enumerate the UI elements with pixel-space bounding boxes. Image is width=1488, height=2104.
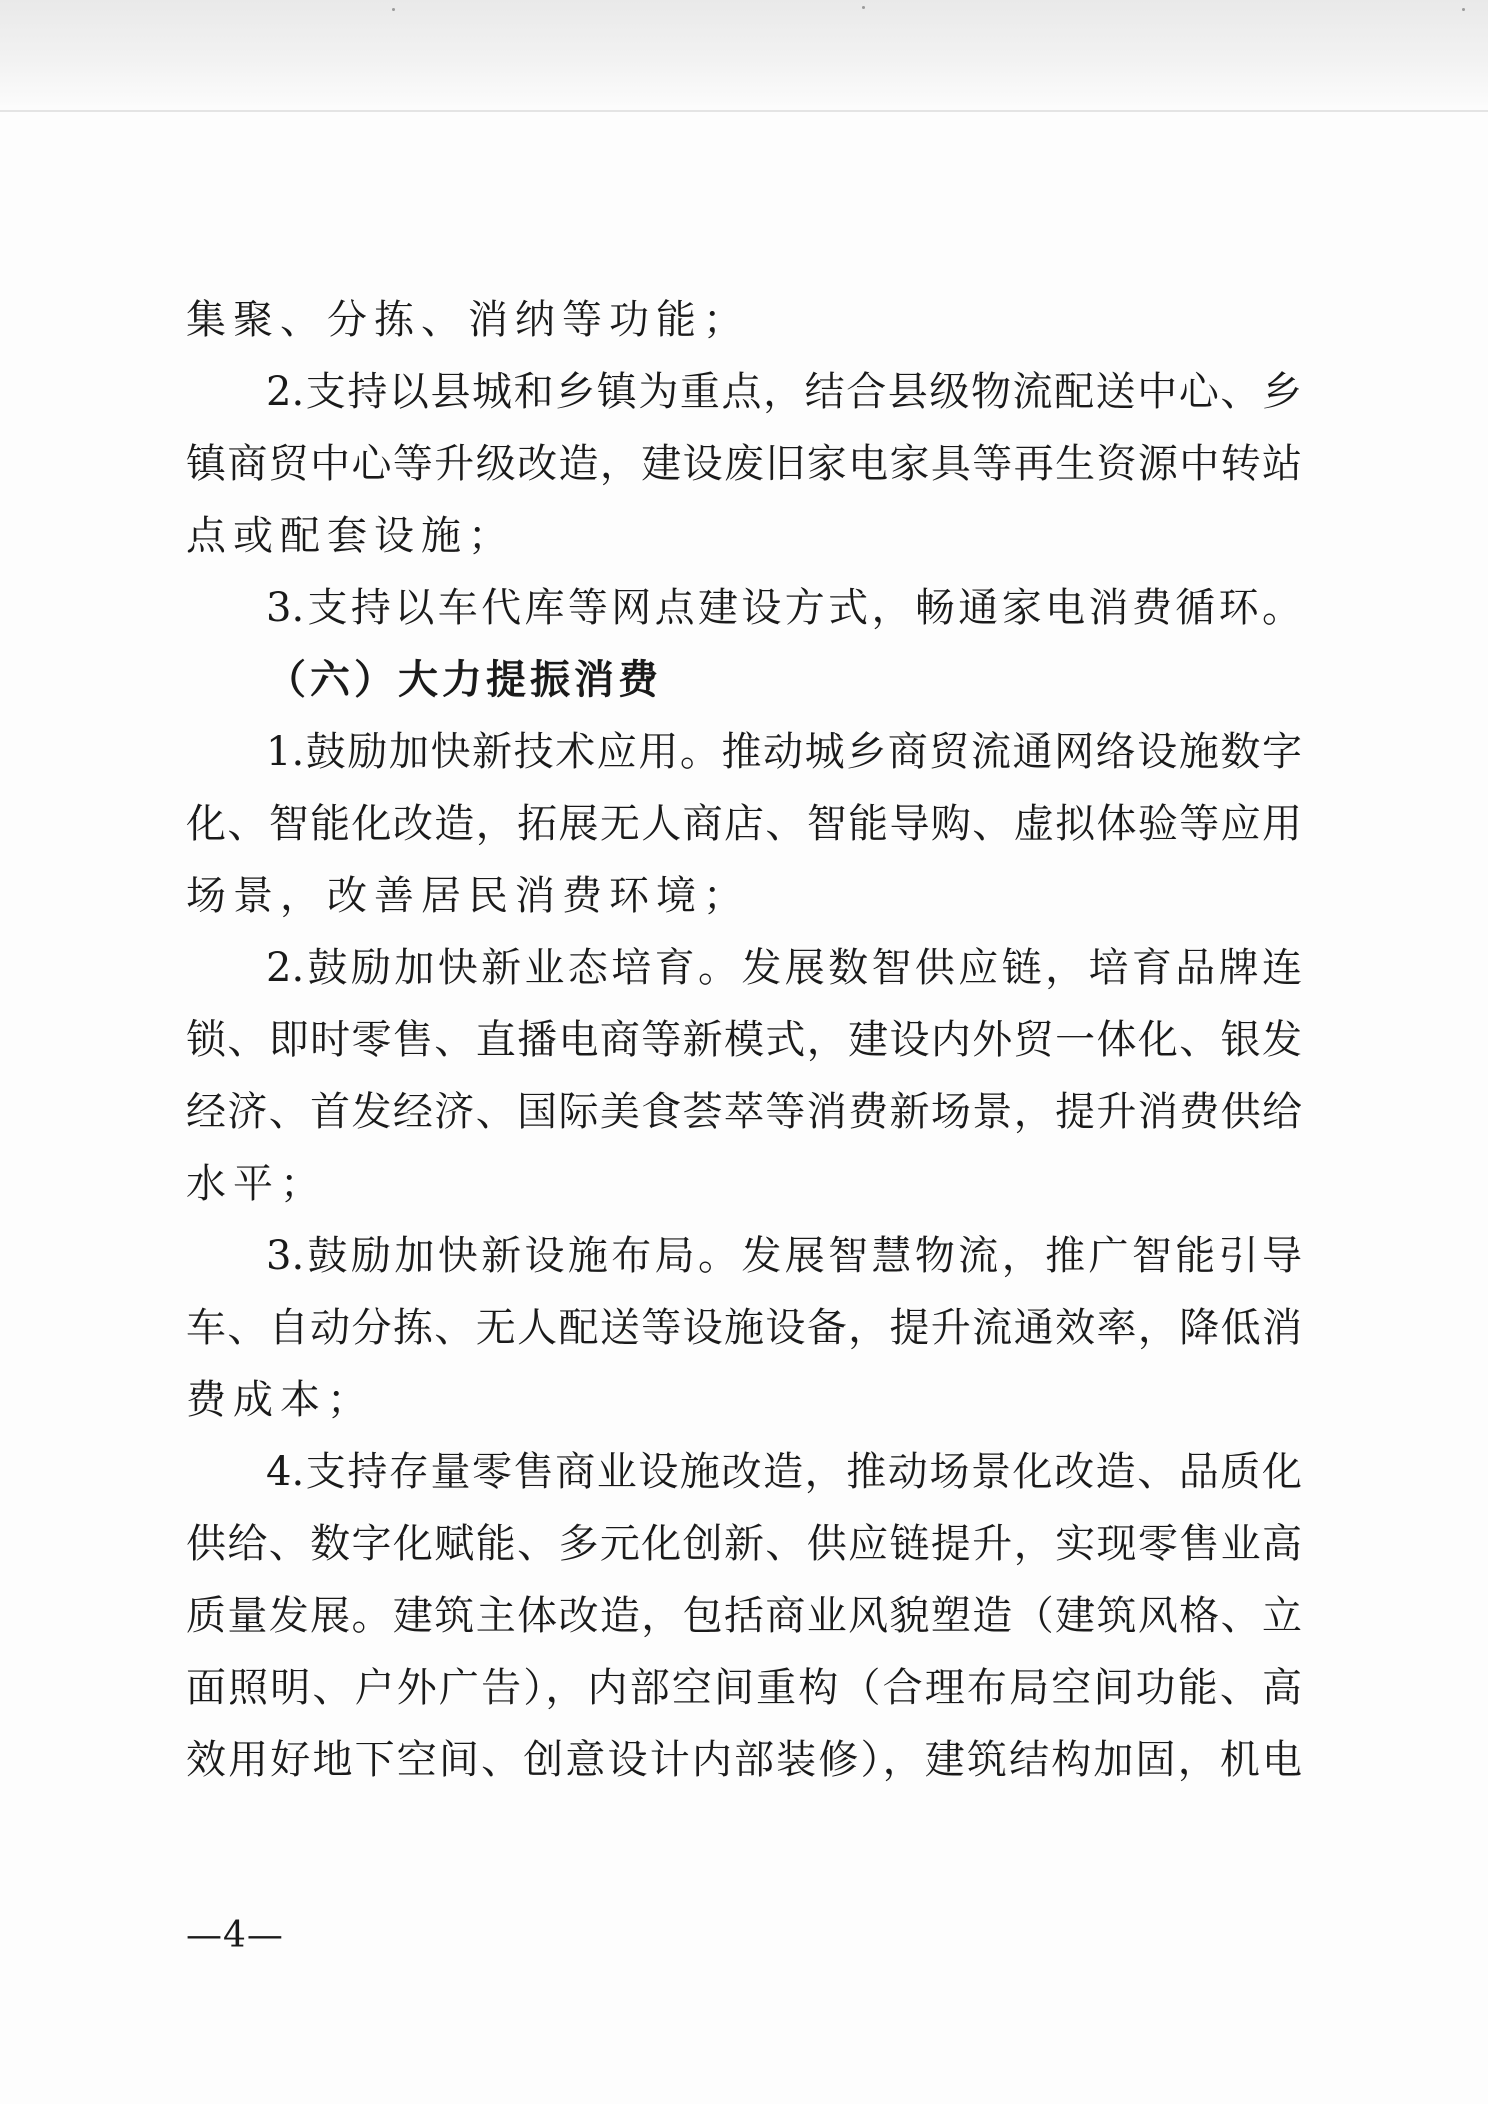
text-line: 3.支持以车代库等网点建设方式，畅通家电消费循环。 bbox=[266, 585, 1302, 631]
text-line: 4.支持存量零售商业设施改造，推动场景化改造、品质化 bbox=[266, 1449, 1302, 1495]
text-line: 3.鼓励加快新设施布局。发展智慧物流，推广智能引导 bbox=[266, 1233, 1302, 1279]
scan-speck bbox=[392, 8, 395, 11]
document-body bbox=[186, 284, 1302, 1796]
text-line: 集聚、分拣、消纳等功能； bbox=[186, 297, 750, 343]
text-line: 面照明、户外广告），内部空间重构（合理布局空间功能、高 bbox=[186, 1665, 1302, 1711]
section-heading: （六）大力提振消费 bbox=[266, 657, 662, 703]
scan-top-edge bbox=[0, 0, 1488, 112]
text-line: 经济、首发经济、国际美食荟萃等消费新场景，提升消费供给 bbox=[186, 1089, 1302, 1135]
text-line: 锁、即时零售、直播电商等新模式，建设内外贸一体化、银发 bbox=[186, 1017, 1302, 1063]
text-line: 镇商贸中心等升级改造，建设废旧家电家具等再生资源中转站 bbox=[186, 441, 1302, 487]
text-line: 质量发展。建筑主体改造，包括商业风貌塑造（建筑风格、立 bbox=[186, 1593, 1302, 1639]
scan-speck bbox=[1462, 8, 1465, 11]
text-line: 水平； bbox=[186, 1161, 327, 1207]
text-line: 2.支持以县城和乡镇为重点，结合县级物流配送中心、乡 bbox=[266, 369, 1302, 415]
page-number: —4— bbox=[186, 1915, 284, 1956]
text-line: 1.鼓励加快新技术应用。推动城乡商贸流通网络设施数字 bbox=[266, 729, 1302, 775]
text-line: 2.鼓励加快新业态培育。发展数智供应链，培育品牌连 bbox=[266, 945, 1302, 991]
text-line: 费成本； bbox=[186, 1377, 374, 1423]
text-line: 效用好地下空间、创意设计内部装修），建筑结构加固，机电 bbox=[186, 1737, 1302, 1783]
text-line: 场景，改善居民消费环境； bbox=[186, 873, 750, 919]
text-line: 车、自动分拣、无人配送等设施设备，提升流通效率，降低消 bbox=[186, 1305, 1302, 1351]
scan-edge-line bbox=[0, 110, 1488, 112]
text-line: 供给、数字化赋能、多元化创新、供应链提升，实现零售业高 bbox=[186, 1521, 1302, 1567]
text-line: 化、智能化改造，拓展无人商店、智能导购、虚拟体验等应用 bbox=[186, 801, 1302, 847]
scan-speck bbox=[862, 6, 865, 9]
text-line: 点或配套设施； bbox=[186, 513, 515, 559]
